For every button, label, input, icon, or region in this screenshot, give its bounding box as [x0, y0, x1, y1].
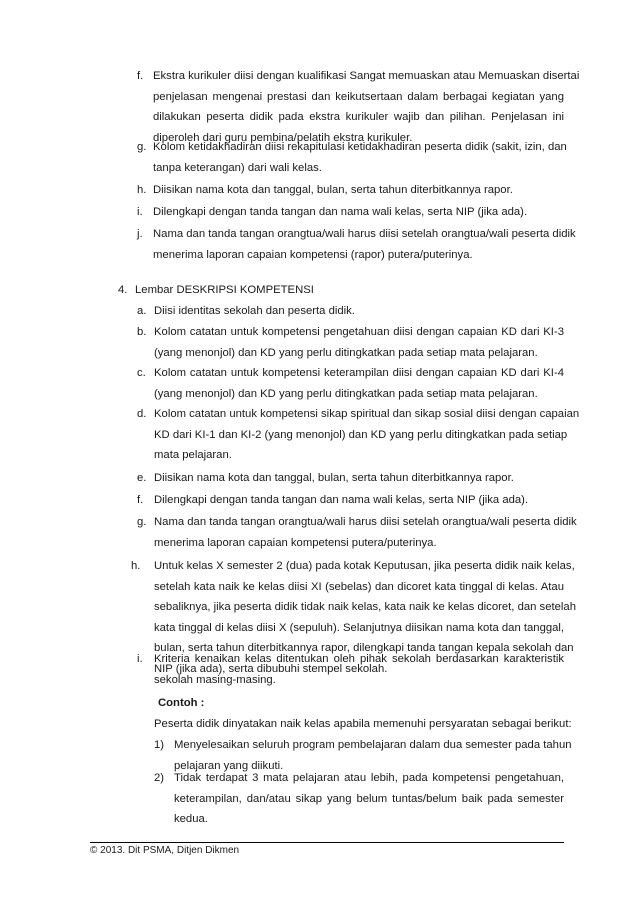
list-label: e.: [137, 472, 147, 484]
section-number: 4.: [118, 284, 128, 296]
line: Kriteria kenaikan kelas ditentukan oleh pihak sekolah berdasarkan karakteristik: [154, 653, 564, 665]
line: kedua.: [174, 813, 208, 825]
list-label: f.: [137, 70, 144, 82]
line: setelah kata naik ke kelas diisi XI (sebelas) dan dicoret kata tinggal di kelas. Atau: [154, 580, 564, 593]
line: KD dari KI-1 dan KI-2 (yang menonjol) dan KD yang perlu ditingkatkan pada setiap: [154, 428, 568, 441]
line: Untuk kelas X semester 2 (dua) pada kotak Keputusan, jika peserta didik naik kelas,: [154, 560, 575, 572]
line: mata pelajaran.: [154, 449, 232, 461]
line: dilakukan peserta didik pada ekstra kurikuler wajib dan pilihan. Penjelasan ini: [153, 111, 564, 123]
line: sebaliknya, jika peserta didik tidak naik kelas, kata naik ke kelas dicoret, dan setelah: [154, 601, 576, 613]
list-label: j.: [137, 228, 143, 240]
line: bulan, serta tahun diterbitkannya rapor, dilengkapi tanda tangan kepala sekolah dan: [154, 642, 574, 654]
list-label: d.: [137, 408, 147, 420]
line: kata tinggal di kelas diisi X (sepuluh). Selanjutnya diisikan nama kota dan tanggal,: [154, 621, 565, 634]
list-label: b.: [137, 326, 147, 338]
line: keterampilan, dan/atau sikap yang belum tuntas/belum baik pada semester: [174, 792, 564, 805]
line: Diisikan nama kota dan tanggal, bulan, serta tahun diterbitkannya rapor.: [154, 472, 514, 484]
section-title: Lembar DESKRIPSI KOMPETENSI: [135, 284, 314, 296]
contoh-intro: Peserta didik dinyatakan naik kelas apabila memenuhi persyaratan sebagai berikut:: [154, 718, 572, 730]
list-label: 2): [154, 772, 165, 784]
line: Tidak terdapat 3 mata pelajaran atau lebih, pada kompetensi pengetahuan,: [174, 772, 564, 784]
contoh-title: Contoh :: [158, 697, 205, 709]
list-label: a.: [137, 305, 147, 317]
line: NIP (jika ada), serta dibubuhi stempel sekolah.: [154, 662, 388, 675]
line: tanpa keterangan) dari wali kelas.: [153, 161, 322, 174]
line: menerima laporan capaian kompetensi putera/puterinya.: [154, 536, 437, 549]
footer-divider: [90, 842, 564, 843]
list-label: g.: [137, 516, 147, 528]
footer-text: © 2013. Dit PSMA, Ditjen Dikmen: [90, 845, 240, 856]
line: (yang menonjol) dan KD yang perlu ditingkatkan pada setiap mata pelajaran.: [154, 346, 538, 359]
line: Kolom ketidakhadiran diisi rekapitulasi ketidakhadiran peserta didik (sakit, izin, dan: [153, 141, 567, 153]
line: menerima laporan capaian kompetensi (rapor) putera/puterinya.: [153, 248, 473, 261]
line: Nama dan tanda tangan orangtua/wali harus diisi setelah orangtua/wali peserta didik: [154, 516, 577, 528]
list-label: c.: [137, 367, 146, 379]
list-label: 1): [154, 739, 165, 751]
line: Dilengkapi dengan tanda tangan dan nama wali kelas, serta NIP (jika ada).: [154, 494, 529, 506]
line: Dilengkapi dengan tanda tangan dan nama wali kelas, serta NIP (jika ada).: [153, 206, 528, 218]
list-label: i.: [137, 653, 143, 665]
list-label: f.: [137, 494, 144, 506]
line: Diisikan nama kota dan tanggal, bulan, serta tahun diterbitkannya rapor.: [153, 184, 513, 196]
line: penjelasan mengenai prestasi dan keikutsertaan dalam berbagai kegiatan yang: [153, 90, 564, 103]
list-label: h.: [131, 560, 141, 572]
line: Nama dan tanda tangan orangtua/wali harus diisi setelah orangtua/wali peserta didik: [153, 228, 576, 240]
line: Menyelesaikan seluruh program pembelajaran dalam dua semester pada tahun: [174, 739, 572, 751]
list-label: g.: [137, 141, 147, 153]
line: pelajaran yang diikuti.: [174, 759, 284, 772]
line: Kolom catatan untuk kompetensi pengetahuan diisi dengan capaian KD dari KI-3: [154, 326, 564, 338]
line: sekolah masing-masing.: [154, 673, 276, 686]
line: Ekstra kurikuler diisi dengan kualifikasi Sangat memuaskan atau Memuaskan disertai: [153, 70, 580, 82]
line: Kolom catatan untuk kompetensi sikap spiritual dan sikap sosial diisi dengan capaian: [154, 408, 580, 420]
line: (yang menonjol) dan KD yang perlu ditingkatkan pada setiap mata pelajaran.: [154, 387, 538, 400]
line: Kolom catatan untuk kompetensi keterampilan diisi dengan capaian KD dari KI-4: [154, 367, 564, 379]
line: Diisi identitas sekolah dan peserta didik.: [154, 305, 355, 317]
list-label: h.: [137, 184, 147, 196]
list-label: i.: [137, 206, 143, 218]
line: diperoleh dari guru pembina/pelatih ekstra kurikuler.: [153, 131, 413, 144]
